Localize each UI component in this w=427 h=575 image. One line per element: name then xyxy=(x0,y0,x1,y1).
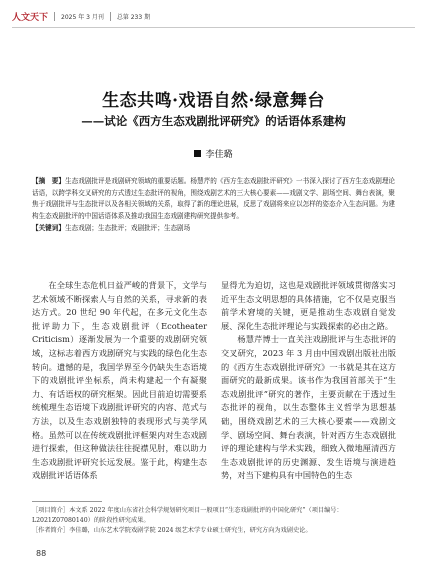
footnote-rule xyxy=(32,501,102,502)
footnotes xyxy=(32,506,395,536)
footnote-fund: ［项目简介］本文系 2022 年度山东省社会科学规划研究项目一般项目“生态戏剧批评的中国化研究”（项目编号：L2021Z07080140）的阶段性研究成果。 xyxy=(32,507,343,524)
total-issue-label: 总第 233 期 xyxy=(116,13,151,21)
author-marker-icon xyxy=(194,150,201,157)
page-number: 88 xyxy=(36,549,47,558)
abstract-paragraph xyxy=(32,176,395,222)
body-paragraph: 在全球生态危机日益严峻的背景下，文学与艺术领域不断探索人与自然的关系，寻求新的表达方式。20 世纪 90 年代起，在多元文化生态批评助力下，生态戏剧批评（Ecotheater Criticism）逐渐发展为一个重要的戏剧研究领域，这标志着西方戏剧研究与实践的绿色化生态转向。遗憾的是，我国学界至今仍缺失生态语境下的戏剧批评坐标系，尚未构建起一个有凝聚力、有话语权的研究框架。因此目前迫切需要系统梳理生态语境下戏剧批评研究的内容、范式与方法，以及生态戏剧独特的表现形式与美学风格。虽然可以在传统戏剧批评框架内对生态戏剧进行探索，但这种做法往往捉襟见肘，难以助力生态戏剧批评研究长远发展。鉴于此，构建生态戏剧批评话语体系 xyxy=(32,280,207,481)
footnote-bio: ［作者简介］李佳璐，山东艺术学院戏剧学院 2024 级艺术学专业硕士研究生，研究方向为戏剧史论。 xyxy=(32,527,312,534)
journal-logo: 人文天下 xyxy=(12,12,49,23)
article-title: 生态共鸣·戏语自然·绿意舞台 xyxy=(102,91,325,111)
author-line xyxy=(0,147,427,160)
abstract xyxy=(32,176,395,235)
article-subtitle: ——试论《西方生态戏剧批评研究》的话语体系建构 xyxy=(81,114,346,128)
header-divider xyxy=(54,12,55,21)
issue-label: 2025 年 3 月刊 xyxy=(61,13,104,21)
keywords-text: 生态戏剧；生态批评；戏剧批评；生态剧场 xyxy=(64,224,191,233)
header-divider xyxy=(110,12,111,21)
body-column-left xyxy=(32,279,207,483)
author-name: 李佳璐 xyxy=(205,150,233,160)
body-paragraph: 显得尤为迫切，这也是戏剧批评领域贯彻落实习近平生态文明思想的具体措施，它不仅是克服当前学术窘境的关键，更是推动生态戏剧自觉发展、深化生态批评理论与实践探索的必由之路。 xyxy=(221,280,396,331)
abstract-text: 生态戏剧批评是戏剧研究领域的重要话题。杨慧芹的《西方生态戏剧批评研究》一书深入探讨了西方生态戏剧理论话语，以跨学科交叉研究的方式透过生态批评的视角，围绕戏剧艺术的三大核心要素——戏剧文学、剧场空间、舞台表演，聚焦于戏剧批评与生态批评以及各相关领域的关系，取得了新的理论进展，反思了戏剧将来应以怎样的姿态介入生态问题。为建构生态戏剧批评的中国话语体系及推动我国生态戏剧建构研究提供参考。 xyxy=(32,177,396,220)
running-header xyxy=(12,8,150,24)
body-column-right xyxy=(221,279,396,483)
keywords-label: 【关键词】 xyxy=(32,224,65,233)
abstract-label: 【摘 要】 xyxy=(32,177,66,185)
keywords-line xyxy=(32,223,395,235)
body-paragraph: 杨慧芹博士一直关注戏剧批评与生态批评的交叉研究，2023 年 3 月由中国戏剧出版社出版的《西方生态戏剧批评研究》一书就是其在这方面研究的最新成果。该书作为我国首部关于“生态戏剧批评”研究的著作，主要贡献在于透过生态批评的视角，以生态整体主义哲学为思想基础，围绕戏剧艺术的三大核心要素——戏剧文学、剧场空间、舞台表演，针对西方生态戏剧批评的理论建构与学术实践，细致入微地厘清西方生态戏剧批评的历史渊源、发生语境与演进趋势，对当下建构具有中国特色的生态 xyxy=(221,334,396,481)
header-rule xyxy=(12,27,415,28)
